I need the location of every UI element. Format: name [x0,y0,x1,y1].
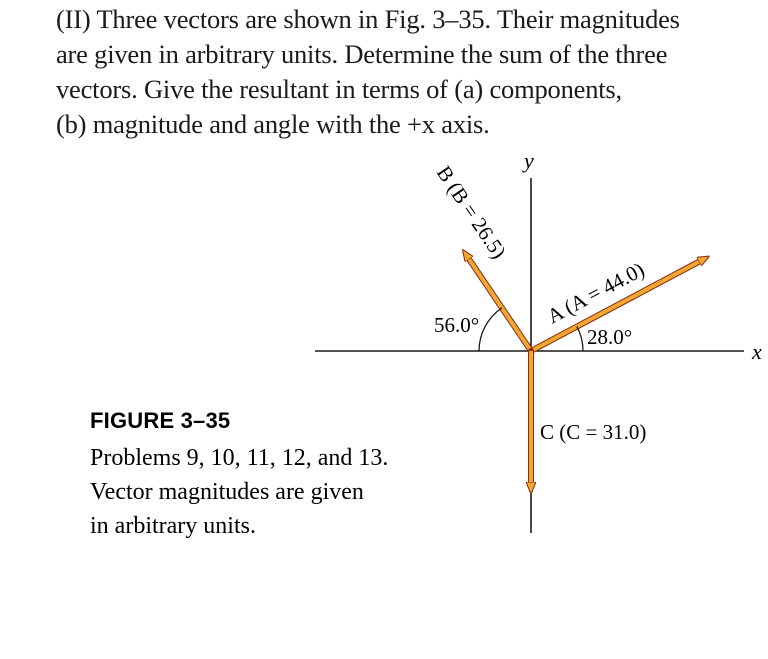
vector-c-label: C (C = 31.0) [540,420,647,444]
angle-a-label: 28.0° [587,325,633,349]
problem-line: vectors. Give the resultant in terms of (a) components, [56,74,622,104]
problem-line: are given in arbitrary units. Determine the sum of the three [56,39,668,69]
y-axis-label: y [524,148,534,173]
figure-title: FIGURE 3–35 [90,408,231,433]
caption-line: Vector magnitudes are given [90,479,364,505]
caption-line: in arbitrary units. [90,513,256,539]
vector-b-label: B (B = 26.5) [431,161,512,263]
angle-b-label: 56.0° [434,313,480,337]
angle-a-arc [577,327,583,351]
problem-line: (II) Three vectors are shown in Fig. 3–35. Their magnitudes [56,4,680,34]
x-axis-label: x [752,339,762,364]
vector-a-label: A (A = 44.0) [543,257,649,329]
caption-line: Problems 9, 10, 11, 12, and 13. [90,445,389,471]
angle-b-arc [479,308,502,351]
problem-line: (b) magnitude and angle with the +x axis. [56,109,490,139]
